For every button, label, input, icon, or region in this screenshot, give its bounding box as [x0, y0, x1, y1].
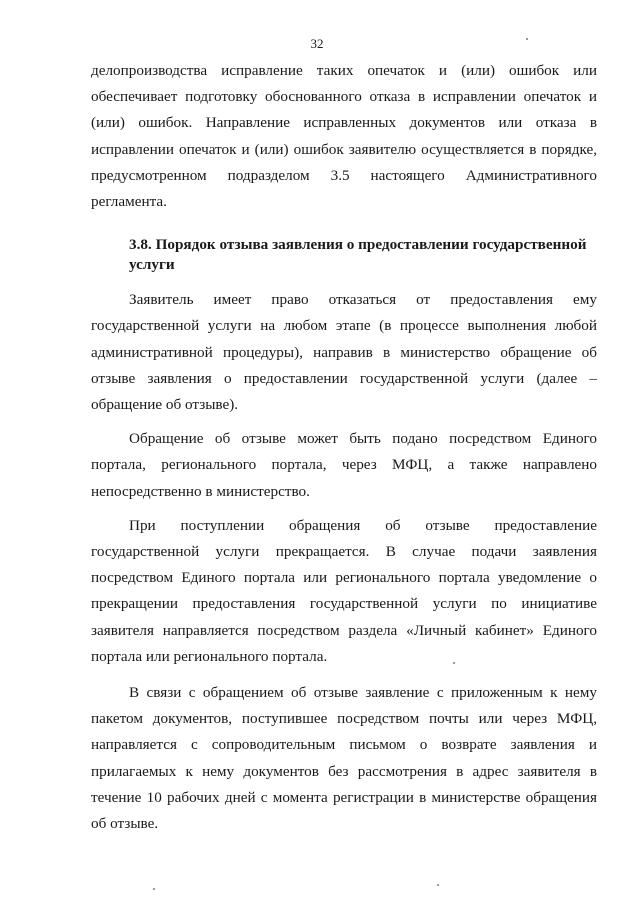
- paragraph: Обращение об отзыве может быть подано посредством Единого портала, регионального портала, через МФЦ, а также направлено непосредственно в министерство.: [91, 430, 597, 500]
- scan-speck: [437, 884, 439, 886]
- paragraph: При поступлении обращения об отзыве предоставление государственной услуги прекращается. В случае подачи заявления посредством Единого портала или регионального портала уведомление о прекращении предоставления государственной услуги по инициативе заявителя направляется посредством раздела «Личный кабинет» Единого портала или регионального портала.: [91, 516, 597, 665]
- paragraph-continuation: делопроизводства исправление таких опечаток и (или) ошибок или обеспечивает подготовку обоснованного отказа в исправлении опечаток и (или) ошибок. Направление исправленных документов или отказа в исправлении опечаток и (или) ошибок заявителю осуществляется в порядке, предусмотренном подразделом 3.5 настоящего Административного регламента.: [91, 62, 597, 211]
- section-heading: [91, 235, 597, 275]
- paragraph: Заявитель имеет право отказаться от предоставления ему государственной услуги на любом этапе (в процессе выполнения любой административной процедуры), направив в министерство обращение об отзыве заявления о предоставлении государственной услуги (далее – обращение об отзыве).: [91, 291, 597, 414]
- scan-speck: [153, 888, 155, 890]
- scan-speck: [453, 662, 455, 664]
- paragraph: В связи с обращением об отзыве заявление с приложенным к нему пакетом документов, поступившее посредством почты или через МФЦ, направляется с сопроводительным письмом о возврате заявления и прилагаемых к нему документов без рассмотрения в адрес заявителя в течение 10 рабочих дней с момента регистрации в министерстве обращения об отзыве.: [91, 684, 597, 833]
- section-number: 3.8.: [129, 236, 156, 254]
- document-body: [91, 58, 597, 837]
- section-title: Порядок отзыва заявления о предоставлении государственной услуги: [129, 236, 587, 274]
- scan-speck: [526, 38, 528, 40]
- page-number: 32: [310, 36, 324, 51]
